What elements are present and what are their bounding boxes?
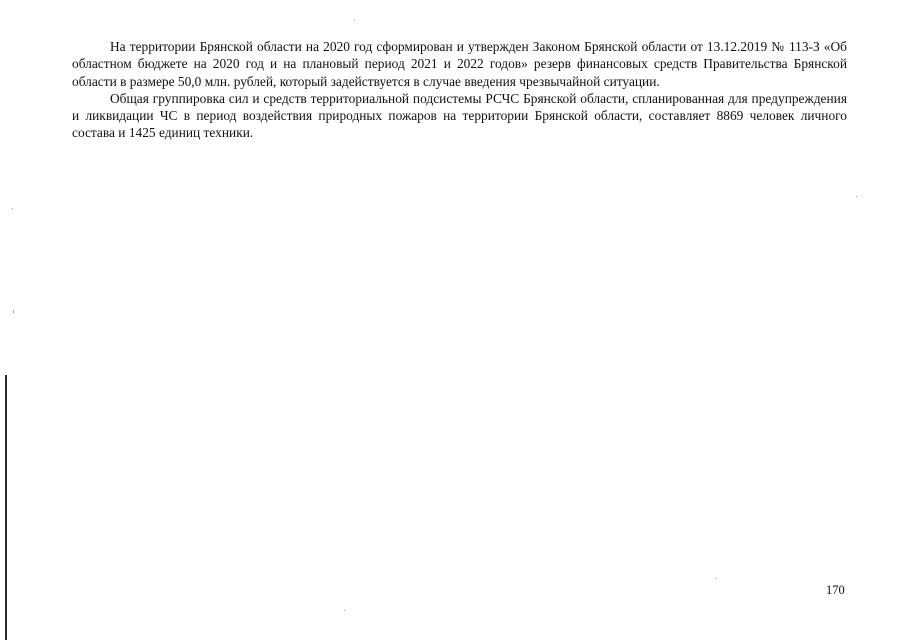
scan-speck [13,310,14,313]
scan-speck [716,578,717,579]
scan-speck [354,20,355,21]
paragraph-reserve-fund: На территории Брянской области на 2020 год сформирован и утвержден Законом Брянской области от 13.12.2019 № 113-З «Об областном бюджете на 2020 год и на плановый период 2021 и 2022 годов» резерв финансовых средств Правительства Брянской области в размере 50,0 млн. рублей, который задействуется в случае введения чрезвычайной ситуации. [72,39,847,89]
scan-speck [12,208,13,209]
document-body [72,38,847,142]
paragraph-forces-grouping: Общая группировка сил и средств территориальной подсистемы РСЧС Брянской области, спланированная для предупреждения и ликвидации ЧС в период воздействия природных пожаров на территории Брянской области, составляет 8869 человек личного состава и 1425 единиц техники. [72,90,847,141]
scan-speck [344,610,345,611]
scan-speck [856,196,857,197]
scan-edge-line [5,375,7,640]
page-number: 170 [826,583,845,597]
